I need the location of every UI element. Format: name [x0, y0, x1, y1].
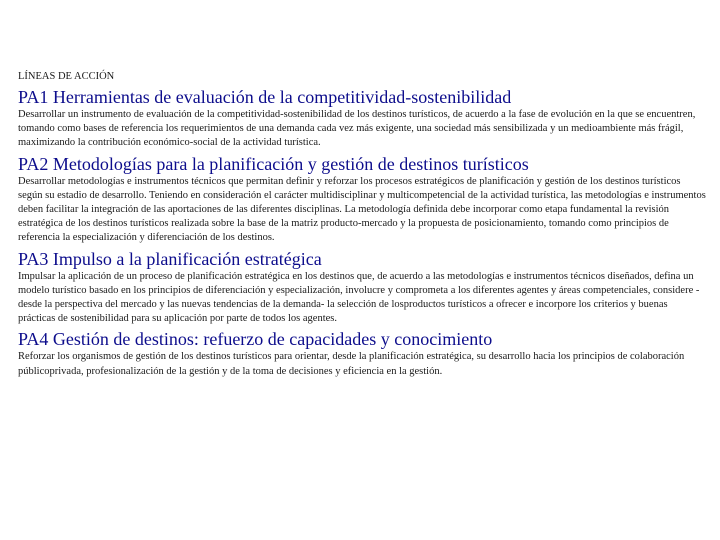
- action-line-title: PA2 Metodologías para la planificación y gestión de destinos turísticos: [18, 153, 529, 174]
- action-line-pa4: [18, 328, 706, 378]
- section-label: LÍNEAS DE ACCIÓN: [18, 71, 115, 82]
- action-line-title: PA4 Gestión de destinos: refuerzo de capacidades y conocimiento: [18, 329, 493, 350]
- action-line-pa2: [18, 153, 706, 246]
- action-line-description: Desarrollar metodologías e instrumentos técnicos que permitan definir y reforzar los procesos estratégicos de planificación y gestión de los destinos turísticos según su estadio de desarrollo. Teniendo en consideración el carácter multidisciplinar y multicompetencial de la actividad turística, las metodologías e instrumentos deben facilitar la integración de las aportaciones de las diferentes disciplinas. La metodología definida debe incorporar como etapa fundamental la revisión estratégica de los destinos turísticos realizada sobre la base de la matriz producto-mercado y la propuesta de posicionamiento, tomando como principios de referencia la especialización y diferenciación de los destinos.: [18, 175, 706, 244]
- action-line-title: PA3 Impulso a la planificación estratégica: [18, 248, 322, 269]
- action-line-pa1: [18, 86, 706, 151]
- action-line-pa3: [18, 248, 706, 327]
- action-line-description: Impulsar la aplicación de un proceso de planificación estratégica en los destinos que, de acuerdo a las metodologías e instrumentos técnicos diseñados, defina un modelo turístico basado en los principios de diferenciación y especialización, involucre y comprometa a los diferentes agentes y áreas competenciales, considere -desde la perspectiva del mercado y las nuevas tendencias de la demanda- la selección de losproductos turísticos a ofrecer e incorpore los criterios y buenas prácticas de sostenibilidad para su aplicación por parte de todos los agentes.: [18, 270, 700, 325]
- action-line-title: PA1 Herramientas de evaluación de la competitividad-sostenibilidad: [18, 87, 512, 107]
- document-page: [18, 70, 706, 381]
- action-line-description: Reforzar los organismos de gestión de los destinos turísticos para orientar, desde la planificación estratégica, su desarrollo hacia los principios de colaboración públicoprivada, profesionalización de la gestión y de la toma de decisiones y eficiencia en la gestión.: [18, 351, 685, 377]
- action-line-description: Desarrollar un instrumento de evaluación de la competitividad-sostenibilidad de los destinos turísticos, de acuerdo a la fase de evolución en la que se encuentren, tomando como bases de referencia los requerimientos de una demanda cada vez más exigente, una sociedad más sensibilizada y un medioambiente más frágil, maximizando la contribución económico-social de la actividad turística.: [18, 109, 696, 149]
